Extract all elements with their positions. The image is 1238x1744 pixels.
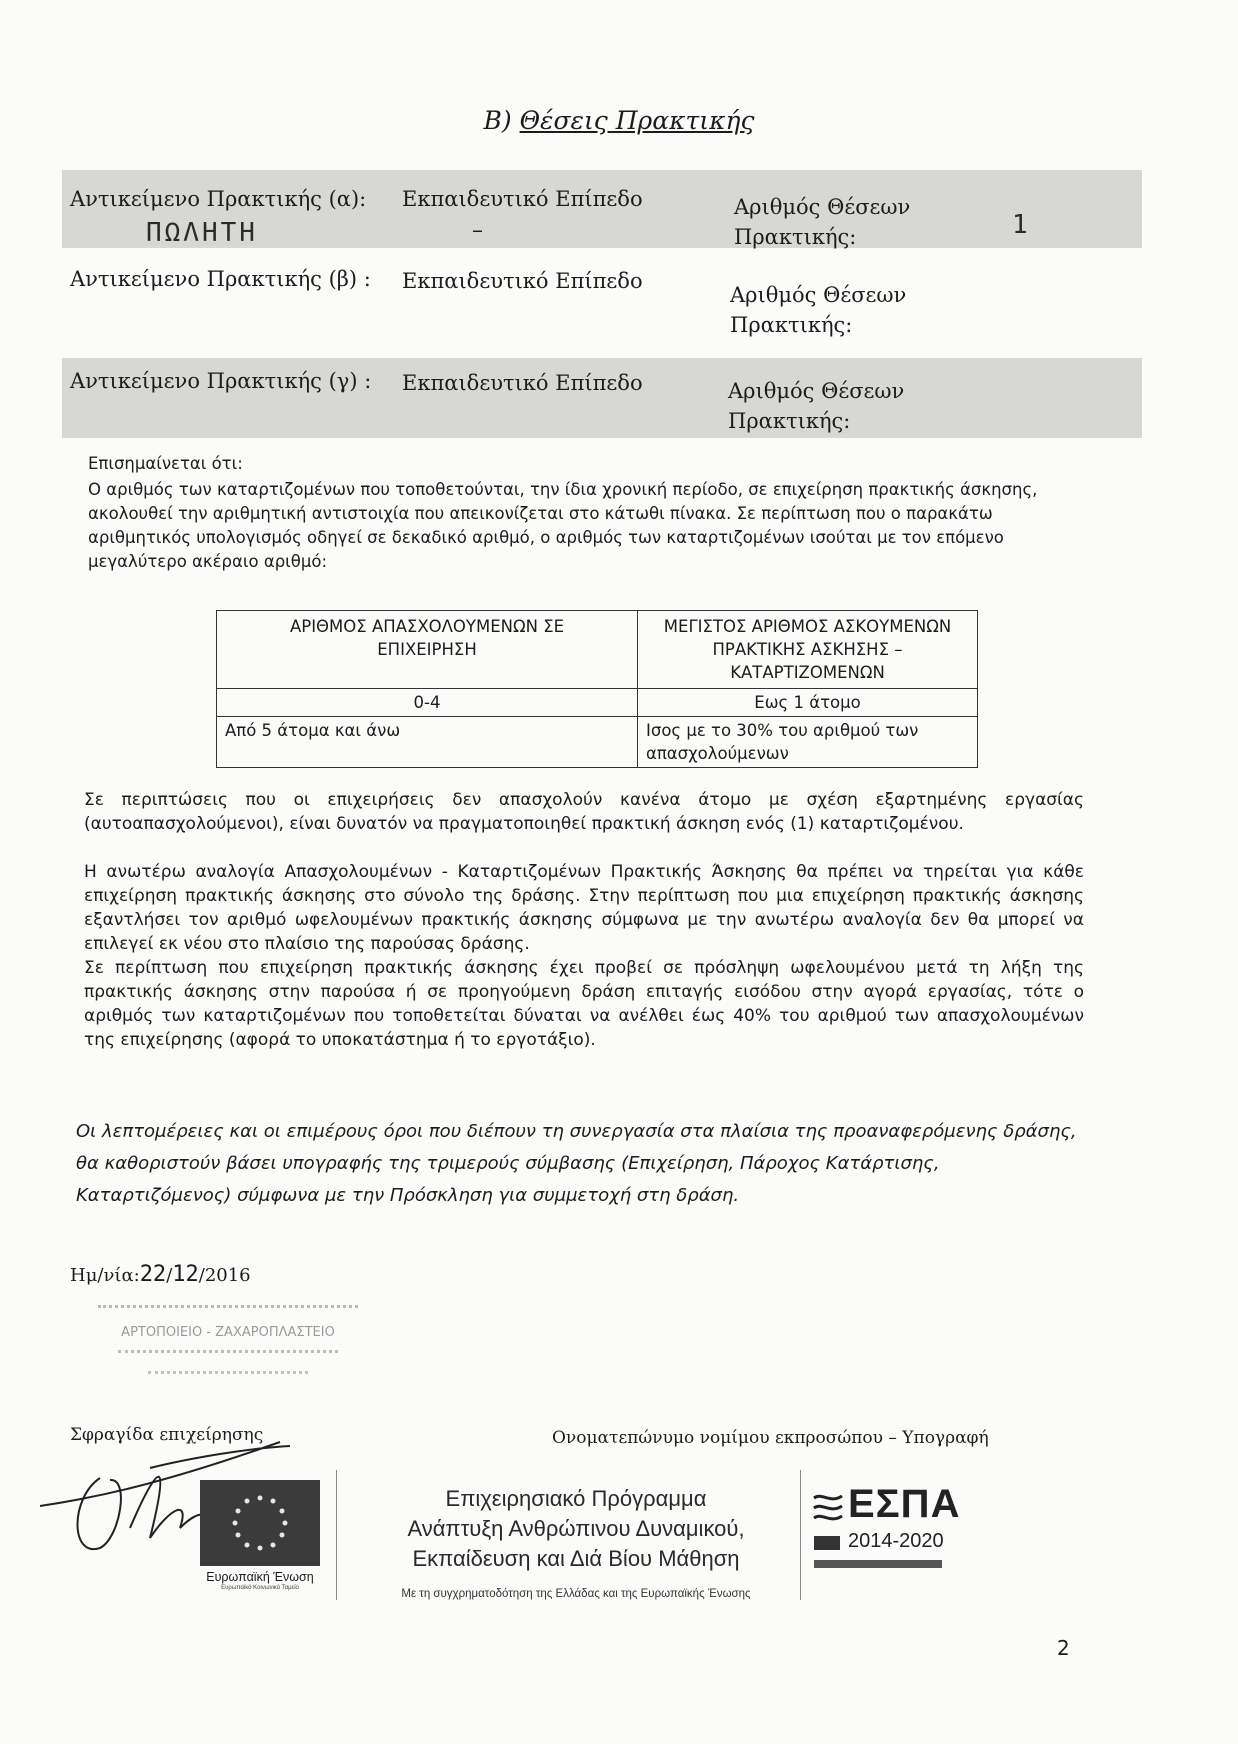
espa-years: 2014-2020 bbox=[848, 1530, 944, 1552]
flags-icon bbox=[814, 1536, 840, 1550]
stamp-text: ΑΡΤΟΠΟΙΕΙΟ - ΖΑΧΑΡΟΠΛΑΣΤΕΙΟ bbox=[121, 1325, 335, 1340]
cofinance-note: Με τη συγχρηματοδότηση της Ελλάδας και της Ευρωπαϊκής Ένωσης bbox=[401, 1588, 751, 1600]
table-cell: 0-4 bbox=[217, 689, 638, 717]
date-month: 12 bbox=[172, 1262, 199, 1287]
table-cell: Ισος με το 30% του αριθμού των απασχολούμενων bbox=[638, 717, 978, 768]
espa-title: ΕΣΠΑ bbox=[848, 1482, 961, 1526]
paragraph-self-employed: Σε περιπτώσεις που οι επιχειρήσεις δεν απασχολούν κανένα άτομο με σχέση εξαρτημένης εργασίας (αυτοαπασχολούμενοι), είναι δυνατόν να πραγματοποιηθεί πρακτική άσκηση ενός (1) καταρτιζομένου. bbox=[84, 790, 1084, 834]
footer-divider bbox=[800, 1470, 801, 1600]
paragraph-ratio: Η ανωτέρω αναλογία Απασχολουμένων - Καταρτιζομένων Πρακτικής Άσκησης θα πρέπει να τηρείται για κάθε επιχείρηση πρακτικής άσκησης στο σύνολο της δράσης. Στην περίπτωση που μια επιχείρηση πρακτικής άσκησης εξαντλήσει τον αριθμό ωφελουμένων πρακτικής άσκησης σύμφωνα με την ανωτέρω αναλογία δεν θα μπορεί να επιλεγεί εκ νέου στο πλαίσιο της παρούσας δράσης. bbox=[84, 862, 1084, 954]
date-year: /2016 bbox=[198, 1265, 251, 1286]
date-label: Ημ/νία: bbox=[70, 1265, 140, 1286]
positions-label-a: Αριθμός Θέσεων Πρακτικής: bbox=[734, 195, 911, 249]
subject-label-a: Αντικείμενο Πρακτικής (α): bbox=[70, 187, 367, 211]
positions-label-c: Αριθμός Θέσεων Πρακτικής: bbox=[728, 379, 905, 433]
eu-sublabel: Ευρωπαϊκό Κοινωνικό Ταμείο bbox=[221, 1585, 299, 1591]
positions-label-b: Αριθμός Θέσεων Πρακτικής: bbox=[730, 283, 907, 337]
slot-row-a bbox=[62, 170, 1142, 248]
note-intro: Επισημαίνεται ότι: bbox=[88, 454, 243, 473]
subject-value-a: ΠΩΛΗΤΗ bbox=[146, 218, 258, 248]
body-paragraphs bbox=[84, 788, 1084, 1076]
stamp-line-decor bbox=[118, 1350, 338, 1363]
table-cell: Εως 1 άτομο bbox=[638, 689, 978, 717]
page-number: 2 bbox=[1057, 1636, 1070, 1660]
level-label-c: Εκπαιδευτικό Επίπεδο bbox=[402, 371, 643, 395]
table-header-cell: ΜΕΓΙΣΤΟΣ ΑΡΙΘΜΟΣ ΑΣΚΟΥΜΕΝΩΝ ΠΡΑΚΤΙΚΗΣ ΑΣΚΗΣΗΣ – ΚΑΤΑΡΤΙΖΟΜΕΝΩΝ bbox=[638, 611, 978, 689]
company-stamp bbox=[88, 1305, 368, 1384]
stamp-line-decor bbox=[148, 1371, 308, 1384]
eu-stars-icon bbox=[200, 1480, 320, 1566]
date-line: Ημ/νία:22/12/2016 bbox=[70, 1262, 251, 1287]
level-label-a: Εκπαιδευτικό Επίπεδο bbox=[402, 187, 643, 211]
level-label-b: Εκπαιδευτικό Επίπεδο bbox=[402, 269, 643, 293]
section-title-text: Θέσεις Πρακτικής bbox=[519, 106, 755, 135]
eu-label: Ευρωπαϊκή Ένωση bbox=[206, 1570, 314, 1584]
table-row bbox=[217, 717, 978, 768]
closing-statement: Οι λεπτομέρειες και οι επιμέρους όροι που διέπουν τη συνεργασία στα πλαίσια της προαναφερόμενης δράσης, θα καθοριστούν βάσει υπογραφής της τριμερούς σύμβασης (Επιχείρηση, Πάροχος Κατάρτισης, Καταρτιζόμενος) σύμφωνα με την Πρόσκληση για συμμετοχή στη δράση. bbox=[76, 1121, 1077, 1206]
representative-label: Ονοματεπώνυμο νομίμου εκπροσώπου – Υπογραφή bbox=[552, 1428, 989, 1448]
stamp-line-decor bbox=[98, 1305, 358, 1320]
ratio-table bbox=[216, 610, 978, 768]
positions-value-a: 1 bbox=[1012, 210, 1031, 240]
subject-label-b: Αντικείμενο Πρακτικής (β) : bbox=[70, 267, 371, 291]
seal-label: Σφραγίδα επιχείρησης bbox=[70, 1425, 264, 1445]
paragraph-hiring: Σε περίπτωση που επιχείρηση πρακτικής άσκησης έχει προβεί σε πρόσληψη ωφελουμένου μετά τη λήξη της πρακτικής άσκησης στην παρούσα ή σε προηγούμενη δράση επιταγής εισόδου στην αγορά εργασίας, τότε ο αριθμός των καταρτιζομένων που τοποθετείται δύναται να ανέλθει έως 40% του αριθμού των απασχολουμένων της επιχείρησης (αφορά το υποκατάστημα ή το εργοτάξιο). bbox=[84, 958, 1084, 1050]
espa-waves-icon bbox=[812, 1490, 846, 1524]
slot-row-c bbox=[62, 358, 1142, 438]
table-header-row bbox=[217, 611, 978, 689]
subject-label-c: Αντικείμενο Πρακτικής (γ) : bbox=[70, 369, 372, 393]
table-row bbox=[217, 689, 978, 717]
programme-line: Εκπαίδευση και Διά Βίου Μάθηση bbox=[412, 1546, 740, 1571]
level-value-a: – bbox=[472, 218, 483, 243]
eu-flag-icon bbox=[200, 1480, 320, 1566]
note-text: Ο αριθμός των καταρτιζομένων που τοποθετούνται, την ίδια χρονική περίοδο, σε επιχείρηση πρακτικής άσκησης, ακολουθεί την αριθμητική αντιστοιχία που απεικονίζεται στο κάτωθι πίνακα. Σε περίπτωση που ο παρακάτω αριθμητικός υπολογισμός οδηγεί σε δεκαδικό αριθμό, ο αριθμός των καταρτιζομένων ισούται με τον επόμενο μεγαλύτερο ακέραιο αριθμό: bbox=[88, 480, 1038, 571]
espa-bar-decor bbox=[814, 1560, 942, 1568]
table-header-cell: ΑΡΙΘΜΟΣ ΑΠΑΣΧΟΛΟΥΜΕΝΩΝ ΣΕ ΕΠΙΧΕΙΡΗΣΗ bbox=[217, 611, 638, 689]
table-cell: Από 5 άτομα και άνω bbox=[217, 717, 638, 768]
programme-line: Επιχειρησιακό Πρόγραμμα bbox=[445, 1486, 707, 1511]
section-title: Β) Θέσεις Πρακτικής bbox=[483, 106, 755, 135]
programme-name bbox=[356, 1484, 796, 1574]
programme-line: Ανάπτυξη Ανθρώπινου Δυναμικού, bbox=[407, 1516, 745, 1541]
date-day: 22 bbox=[139, 1262, 167, 1287]
slot-row-b bbox=[62, 258, 1142, 338]
footer-divider bbox=[336, 1470, 337, 1600]
